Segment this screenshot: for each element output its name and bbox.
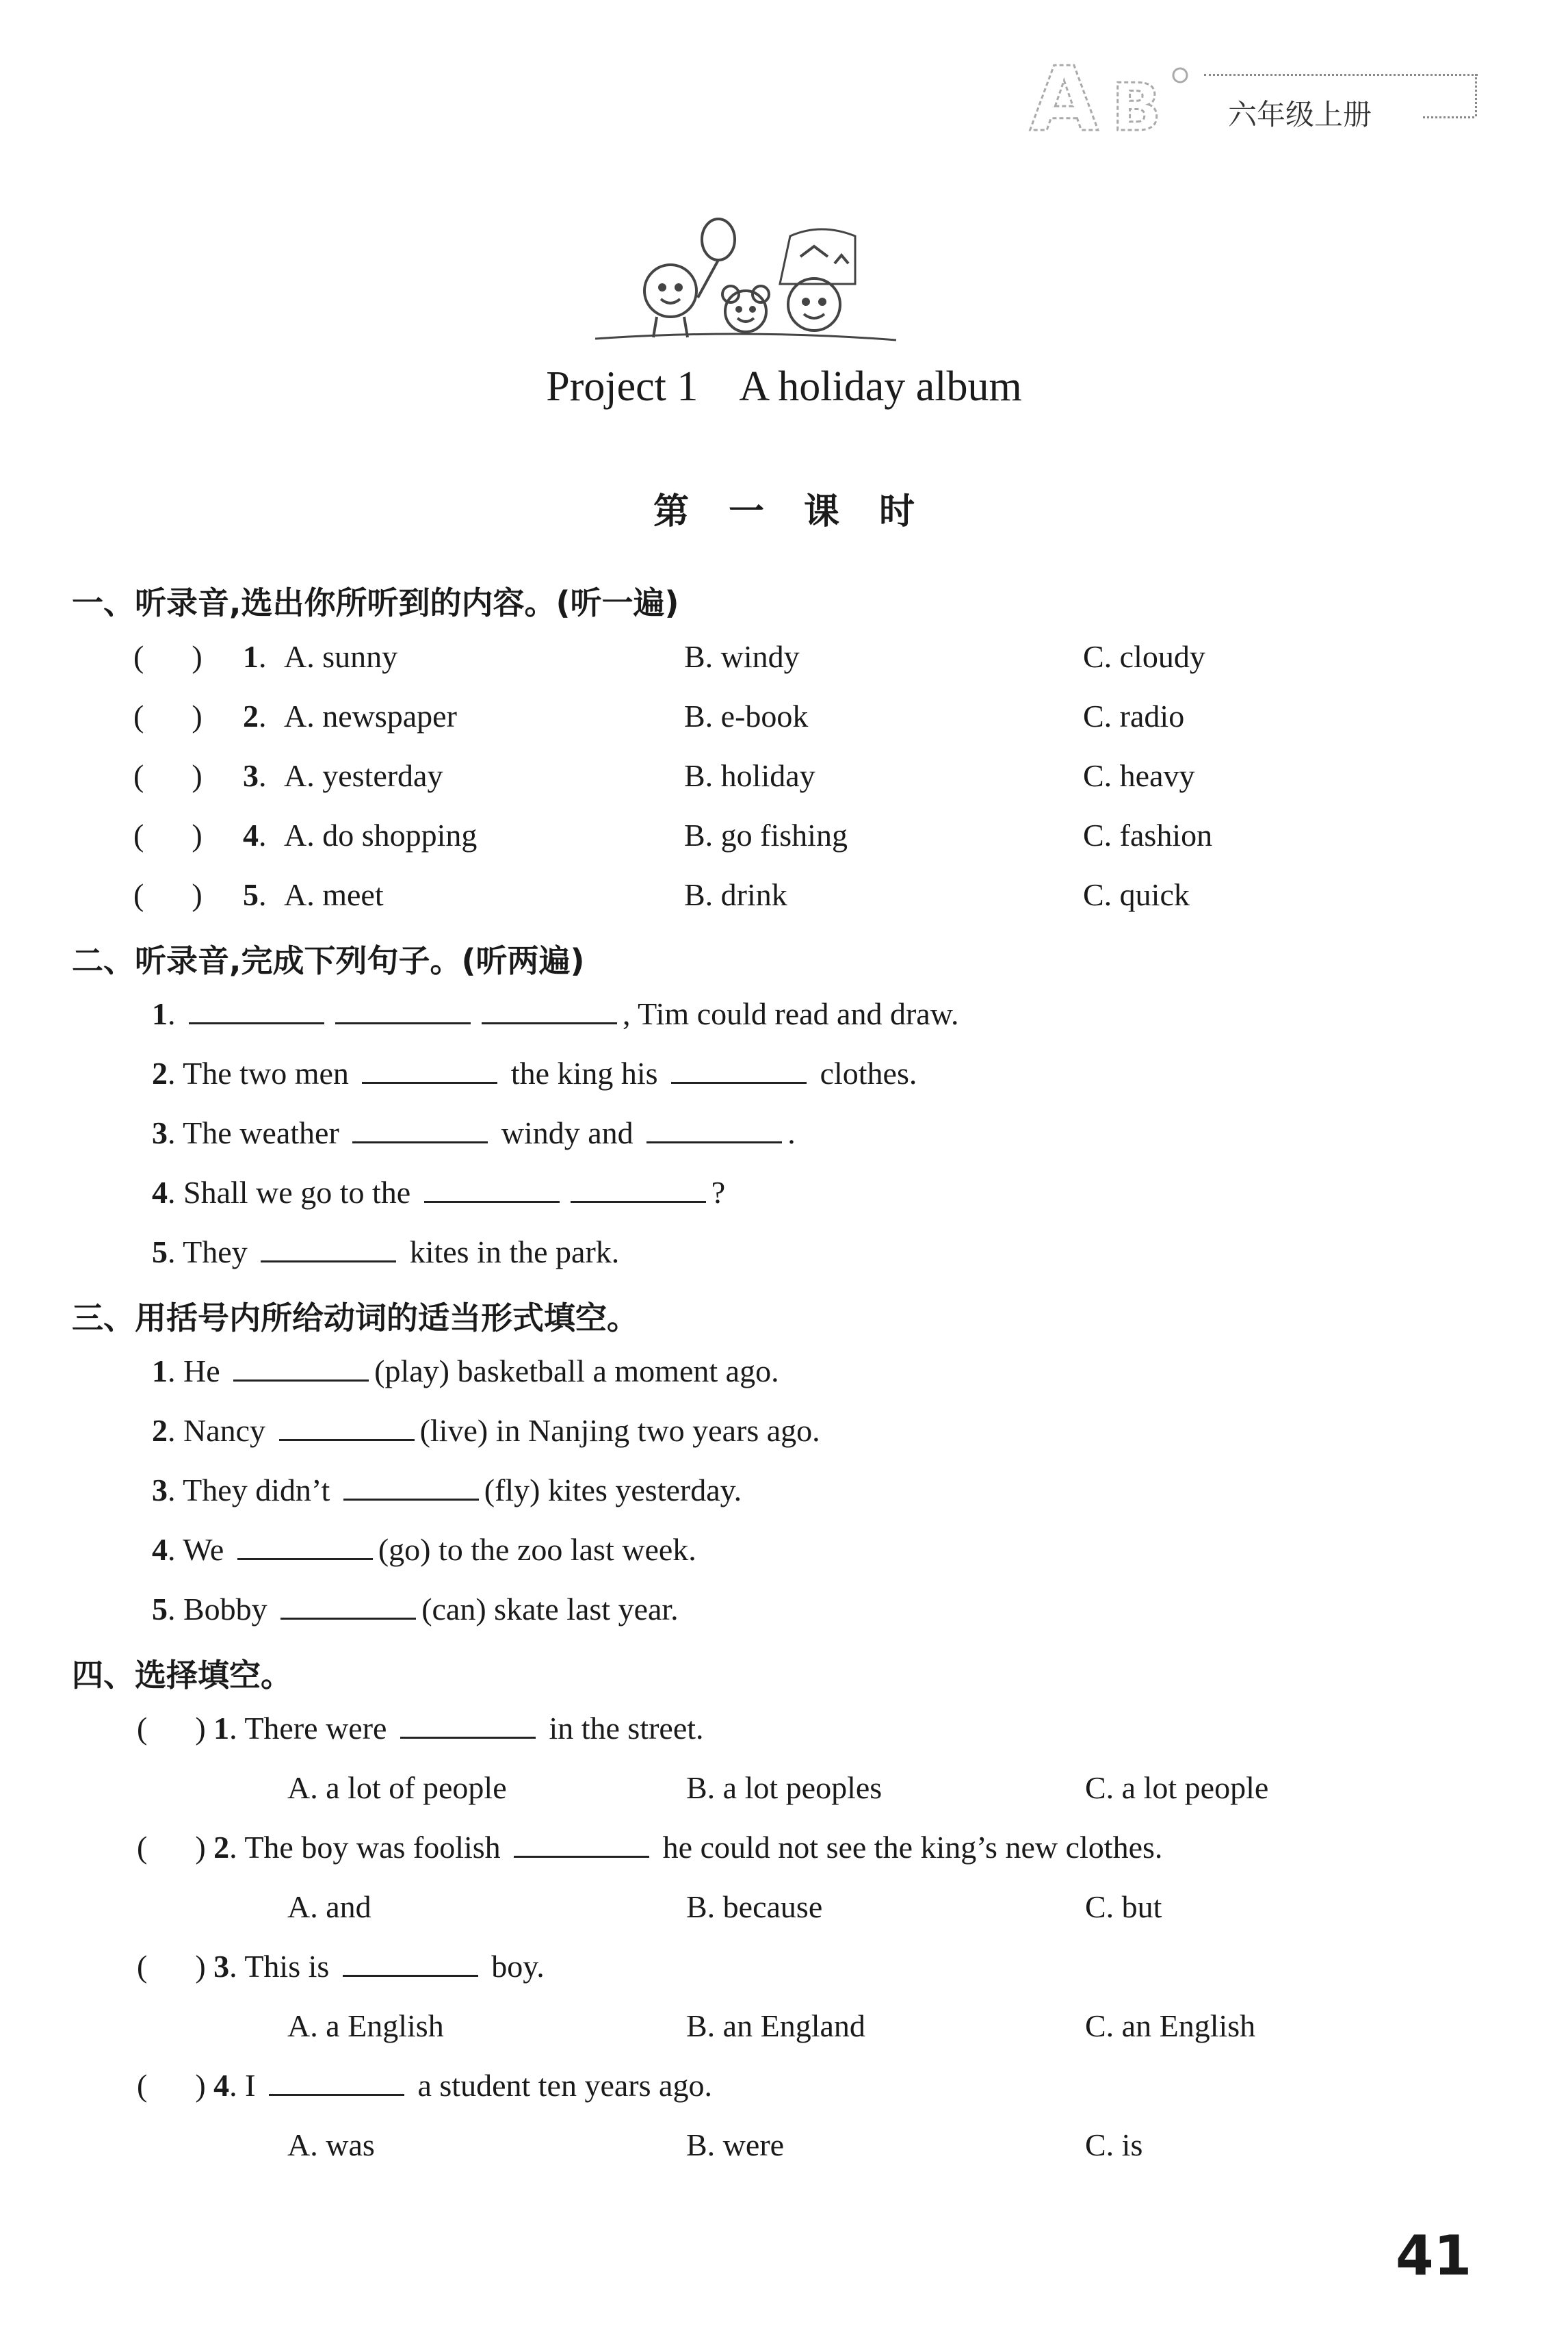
- s4-option-c: C. but: [1085, 1889, 1162, 1924]
- children-with-balloon-illustration: [595, 216, 896, 352]
- svg-text:B: B: [1112, 70, 1162, 146]
- answer-blank[interactable]: [279, 1438, 415, 1441]
- s3-item: 5. Bobby (can) skate last year.: [152, 1592, 679, 1627]
- s1-option-c: C. quick: [1083, 877, 1190, 912]
- s1-item-num: 2.: [243, 699, 267, 734]
- header-rule: [1204, 74, 1478, 76]
- s1-option-b: B. windy: [684, 639, 800, 674]
- section4-heading: 四、选择填空。: [72, 1657, 292, 1694]
- answer-blank[interactable]: [237, 1557, 373, 1560]
- s1-option-a: A. newspaper: [284, 699, 457, 734]
- s1-option-a: A. meet: [284, 877, 384, 912]
- s1-option-b: B. e-book: [684, 699, 809, 734]
- answer-blank[interactable]: [424, 1200, 560, 1203]
- s4-option-c: C. an English: [1085, 2008, 1256, 2043]
- s1-item-num: 4.: [243, 818, 267, 853]
- s4-option-b: B. were: [686, 2127, 785, 2162]
- lesson-title: 第一课时: [653, 491, 954, 532]
- s4-question: ( ) 2. The boy was foolish he could not see the king’s new clothes.: [137, 1830, 1163, 1865]
- section1-heading: 一、听录音,选出你所听到的内容。(听一遍): [72, 584, 679, 621]
- s2-item: 2. The two men the king his clothes.: [152, 1056, 917, 1091]
- s2-item: 5. They kites in the park.: [152, 1234, 620, 1269]
- s1-option-c: C. radio: [1083, 699, 1185, 734]
- answer-blank[interactable]: [343, 1974, 478, 1977]
- answer-blank[interactable]: [280, 1617, 416, 1620]
- s1-option-a: A. sunny: [284, 639, 398, 674]
- s4-option-b: B. a lot peoples: [686, 1770, 883, 1805]
- s1-option-b: B. go fishing: [684, 818, 848, 853]
- s1-option-a: A. yesterday: [284, 758, 443, 793]
- project-name: A holiday album: [739, 363, 1022, 410]
- section2-heading: 二、听录音,完成下列句子。(听两遍): [72, 942, 585, 979]
- answer-blank[interactable]: [352, 1141, 488, 1143]
- s1-paren: ( ): [133, 877, 202, 912]
- s3-item: 2. Nancy (live) in Nanjing two years ago.: [152, 1413, 820, 1448]
- s1-paren: ( ): [133, 818, 202, 853]
- project-title: [0, 363, 1568, 411]
- answer-blank[interactable]: [482, 1022, 617, 1024]
- s4-option-a: A. and: [287, 1889, 371, 1924]
- answer-blank[interactable]: [362, 1081, 497, 1084]
- answer-blank[interactable]: [571, 1200, 706, 1203]
- section3-heading: 三、用括号内所给动词的适当形式填空。: [72, 1299, 638, 1336]
- page-number: 41: [1396, 2224, 1472, 2288]
- s4-option-a: A. was: [287, 2127, 375, 2162]
- s1-paren: ( ): [133, 699, 202, 734]
- s4-option-a: A. a English: [287, 2008, 444, 2043]
- svg-text:A: A: [1030, 48, 1099, 151]
- answer-blank[interactable]: [269, 2093, 404, 2096]
- s4-option-c: C. is: [1085, 2127, 1143, 2162]
- answer-blank[interactable]: [400, 1736, 536, 1739]
- grade-label: 六年级上册: [1228, 98, 1372, 131]
- s1-item-num: 3.: [243, 758, 267, 793]
- s3-item: 1. He (play) basketball a moment ago.: [152, 1353, 779, 1388]
- s4-option-a: A. a lot of people: [287, 1770, 507, 1805]
- answer-blank[interactable]: [189, 1022, 324, 1024]
- s1-option-c: C. fashion: [1083, 818, 1213, 853]
- s2-item: 1. , Tim could read and draw.: [152, 996, 959, 1031]
- s1-paren: ( ): [133, 639, 202, 674]
- s2-item: 3. The weather windy and .: [152, 1115, 796, 1150]
- s4-option-c: C. a lot people: [1085, 1770, 1269, 1805]
- s1-option-a: A. do shopping: [284, 818, 478, 853]
- s1-item-num: 5.: [243, 877, 267, 912]
- s4-question: ( ) 1. There were in the street.: [137, 1711, 704, 1746]
- s4-question: ( ) 4. I a student ten years ago.: [137, 2068, 712, 2103]
- ab-logo-icon: [1026, 48, 1204, 151]
- s1-option-b: B. drink: [684, 877, 787, 912]
- answer-blank[interactable]: [646, 1141, 782, 1143]
- s4-option-b: B. because: [686, 1889, 823, 1924]
- project-label: Project 1: [546, 363, 698, 410]
- s1-option-c: C. heavy: [1083, 758, 1195, 793]
- s2-item: 4. Shall we go to the ?: [152, 1175, 726, 1210]
- s3-item: 4. We (go) to the zoo last week.: [152, 1532, 696, 1567]
- answer-blank[interactable]: [335, 1022, 471, 1024]
- header-rule-bottom: [1423, 116, 1474, 118]
- header-rule-vertical: [1475, 74, 1477, 116]
- s1-option-c: C. cloudy: [1083, 639, 1205, 674]
- answer-blank[interactable]: [261, 1260, 396, 1262]
- answer-blank[interactable]: [343, 1498, 479, 1501]
- s1-option-b: B. holiday: [684, 758, 815, 793]
- s1-paren: ( ): [133, 758, 202, 793]
- s3-item: 3. They didn’t (fly) kites yesterday.: [152, 1473, 742, 1507]
- answer-blank[interactable]: [514, 1855, 649, 1858]
- answer-blank[interactable]: [671, 1081, 807, 1084]
- s1-item-num: 1.: [243, 639, 267, 674]
- s4-option-b: B. an England: [686, 2008, 865, 2043]
- s4-question: ( ) 3. This is boy.: [137, 1949, 545, 1984]
- answer-blank[interactable]: [233, 1379, 369, 1382]
